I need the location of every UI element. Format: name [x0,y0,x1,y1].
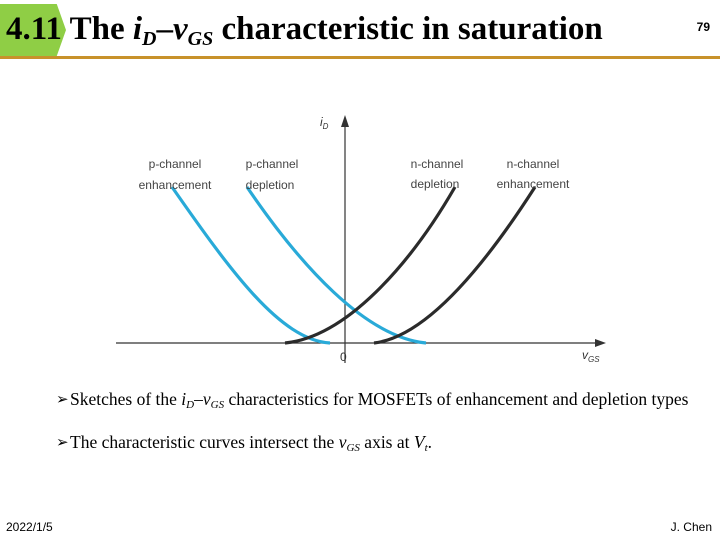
title-divider [0,56,720,59]
label-p-depletion-line1: p-channel [245,157,299,171]
label-n-enhancement-line1: n-channel [506,157,560,171]
slide-title: 4.11 The $i_D-v_{GS}$ characteristic in saturation [6,11,603,50]
arrow-bullet-icon: ➢ [56,433,69,451]
bullet-item: ➢ Sketches of the $i_D-v_{GS}$ characteristics for MOSFETs of enhancement and depletion types [56,389,689,411]
curve-n-channel-enhancement [374,187,535,343]
bullet-item: ➢ The characteristic curves intersect the $v_{GS}$ axis at $V_t$. [56,432,433,454]
title-bar [0,0,720,58]
x-axis-arrow [595,339,606,347]
section-number: 4.11 [6,11,62,47]
footer-author: J. Chen [670,520,712,534]
label-p-enhancement-line2: enhancement [138,178,212,192]
label-n-depletion-line1: n-channel [410,157,464,171]
y-axis-arrow [341,115,349,127]
label-n-depletion-line2: depletion [410,177,460,191]
page-number: 79 [696,20,710,34]
arrow-bullet-icon: ➢ [56,390,69,408]
label-p-depletion-line2: depletion [245,178,295,192]
bullet-list [56,388,696,474]
y-axis-label: $i_D$ [320,115,329,131]
label-p-enhancement-line1: p-channel [148,157,202,171]
x-axis-label: $v_{GS}$ [582,348,600,364]
id-vgs-diagram [110,105,610,370]
origin-label: 0 [340,350,347,364]
label-n-enhancement-line2: enhancement [496,177,570,191]
footer-date: 2022/1/5 [6,520,53,534]
